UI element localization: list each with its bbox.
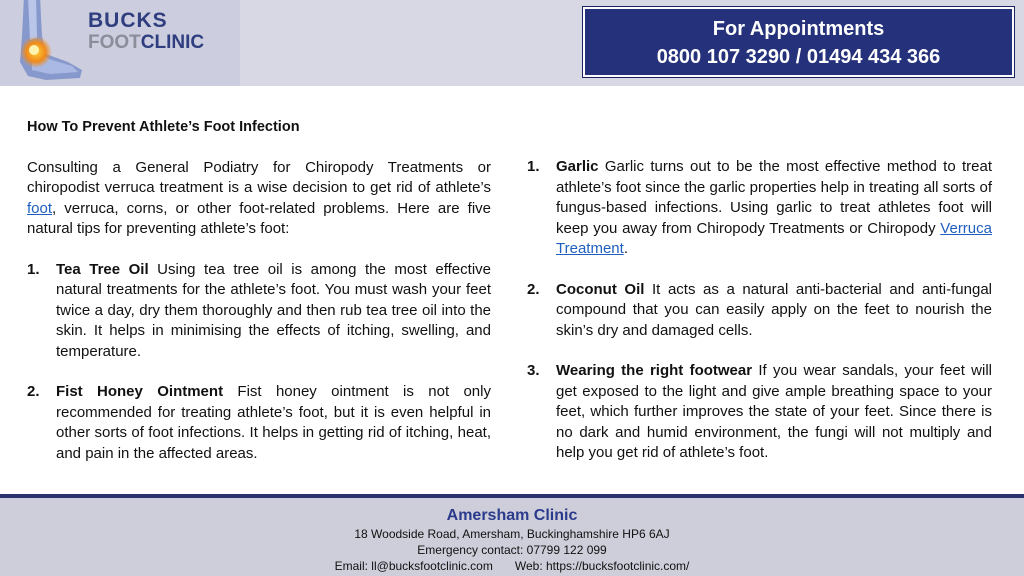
email-link[interactable]: Email: ll@bucksfootclinic.com xyxy=(334,559,493,573)
clinic-address: 18 Woodside Road, Amersham, Buckinghamshire HP6 6AJ xyxy=(354,527,670,541)
appointments-box xyxy=(583,7,1014,77)
tip-name: Fist Honey Ointment xyxy=(56,383,224,400)
appointments-phone[interactable]: 0800 107 3290 / 01494 434 366 xyxy=(656,46,941,68)
logo-line1: BUCKS xyxy=(88,9,168,32)
tip-right-footwear xyxy=(527,361,992,464)
tip-text: It acts as a natural anti-bacterial and anti-fungal compound that you can easily apply on the feet to nourish the skin’s dry and damaged cells. xyxy=(556,280,992,339)
tip-number: 1. xyxy=(527,158,540,175)
tip-name: Coconut Oil xyxy=(556,280,645,298)
tip-number: 2. xyxy=(27,383,40,400)
foot-skeleton-icon xyxy=(6,0,86,86)
tip-number: 3. xyxy=(527,362,540,379)
tip-fist-honey-ointment xyxy=(27,382,491,464)
intro-paragraph: Consulting a General Podiatry for Chiropody Treatments or chiropodist verruca treatment is a wise decision to get rid of athlete’s foot, verruca, corns, or other foot-related problems. Here are five natural tips for preventing athlete’s foot: xyxy=(27,158,491,237)
verruca-treatment-link[interactable]: Verruca Treatment xyxy=(556,219,992,257)
tip-number: 2. xyxy=(527,280,540,298)
tip-coconut-oil xyxy=(527,280,992,342)
tip-text: Using tea tree oil is among the most effective natural treatments for the athlete’s foot. You must wash your feet twice a day, dry them thoroughly and then rub tea tree oil into the skin. It helps in minimising the effects of itching, swelling, and temperature. xyxy=(56,260,491,360)
logo-clinic: CLINIC xyxy=(140,32,205,53)
tip-name: Garlic xyxy=(556,158,599,175)
clinic-name: Amersham Clinic xyxy=(446,507,578,524)
logo-foot: FOOT xyxy=(88,32,141,53)
tip-text: Garlic turns out to be the most effective method to treat athlete’s foot since the garlic properties help in treating all sorts of fungus-based infections. Using garlic to treat athletes foot will keep you away from Chiropody Treatments or Chiropody xyxy=(556,158,992,237)
foot-link[interactable]: foot xyxy=(27,199,53,217)
tip-name: Tea Tree Oil xyxy=(56,260,149,278)
right-column xyxy=(527,157,992,484)
tip-text: Fist honey ointment is not only recommended for treating athlete’s foot, but it is even helpful in other sorts of foot infections. It helps in getting rid of itching, heat, and pain in the affected areas. xyxy=(56,383,491,462)
logo[interactable] xyxy=(0,0,240,86)
appointments-title: For Appointments xyxy=(712,18,885,40)
site-footer xyxy=(0,494,1024,576)
site-header xyxy=(0,0,1024,86)
contact-line xyxy=(0,558,1024,574)
emergency-contact: Emergency contact: 07799 122 099 xyxy=(417,543,607,557)
article-title: How To Prevent Athlete’s Foot Infection xyxy=(27,119,300,135)
tip-number: 1. xyxy=(27,260,40,278)
tip-garlic: 1. Garlic Garlic turns out to be the most effective method to treat athlete’s foot since the garlic properties help in treating all sorts of fungus-based infections. Using garlic to treat athletes foot will keep you away from Chiropody Treatments or Chiropody Verruca Treatment. xyxy=(527,158,992,257)
tip-text: If you wear sandals, your feet will get exposed to the light and give ample breathing space to your feet, which further improves the state of your feet. Since there is no dark and humid environment, the fungi will not multiply and help you get rid of athlete’s foot. xyxy=(556,362,993,461)
web-link[interactable]: Web: https://bucksfootclinic.com/ xyxy=(514,559,690,573)
tip-name: Wearing the right footwear xyxy=(556,362,753,379)
tip-tea-tree-oil xyxy=(27,260,491,363)
left-column xyxy=(27,117,491,484)
